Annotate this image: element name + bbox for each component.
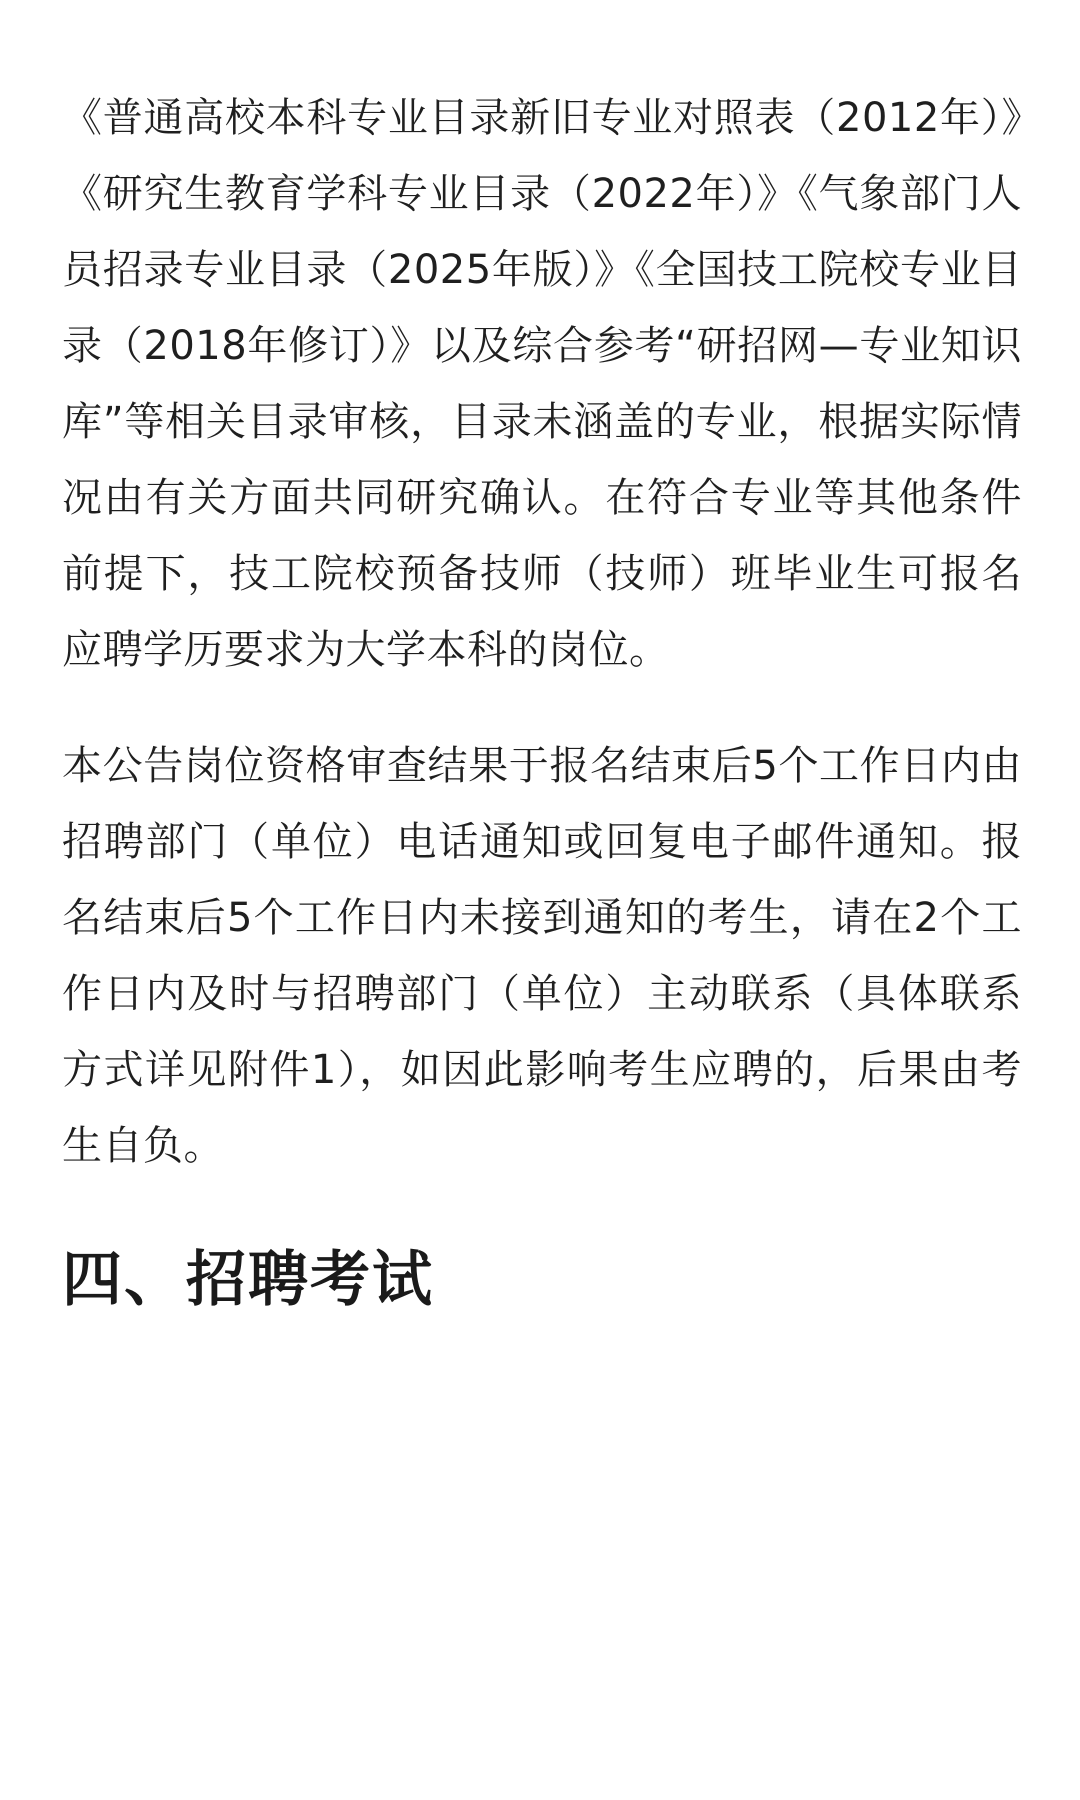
paragraph-major-catalog-review: 《普通高校本科专业目录新旧专业对照表（2012年）》《研究生教育学科专业目录（2022年）》《气象部门人员招录专业目录（2025年版）》《全国技工院校专业目录（2018年修订）》以及综合参考“研招网—专业知识库”等相关目录审核，目录未涵盖的专业，根据实际情况由有关方面共同研究确认。在符合专业等其他条件前提下，技工院校预备技师（技师）班毕业生可报名应聘学历要求为大学本科的岗位。	[62, 95, 1022, 673]
paragraph-qualification-review-notice: 本公告岗位资格审查结果于报名结束后5个工作日内由招聘部门（单位）电话通知或回复电子邮件通知。报名结束后5个工作日内未接到通知的考生，请在2个工作日内及时与招聘部门（单位）主动联系（具体联系方式详见附件1），如因此影响考生应聘的，后果由考生自负。	[62, 743, 1022, 1169]
article-body	[62, 80, 1022, 1322]
section-heading-recruitment-exam: 四、招聘考试	[62, 1245, 434, 1315]
